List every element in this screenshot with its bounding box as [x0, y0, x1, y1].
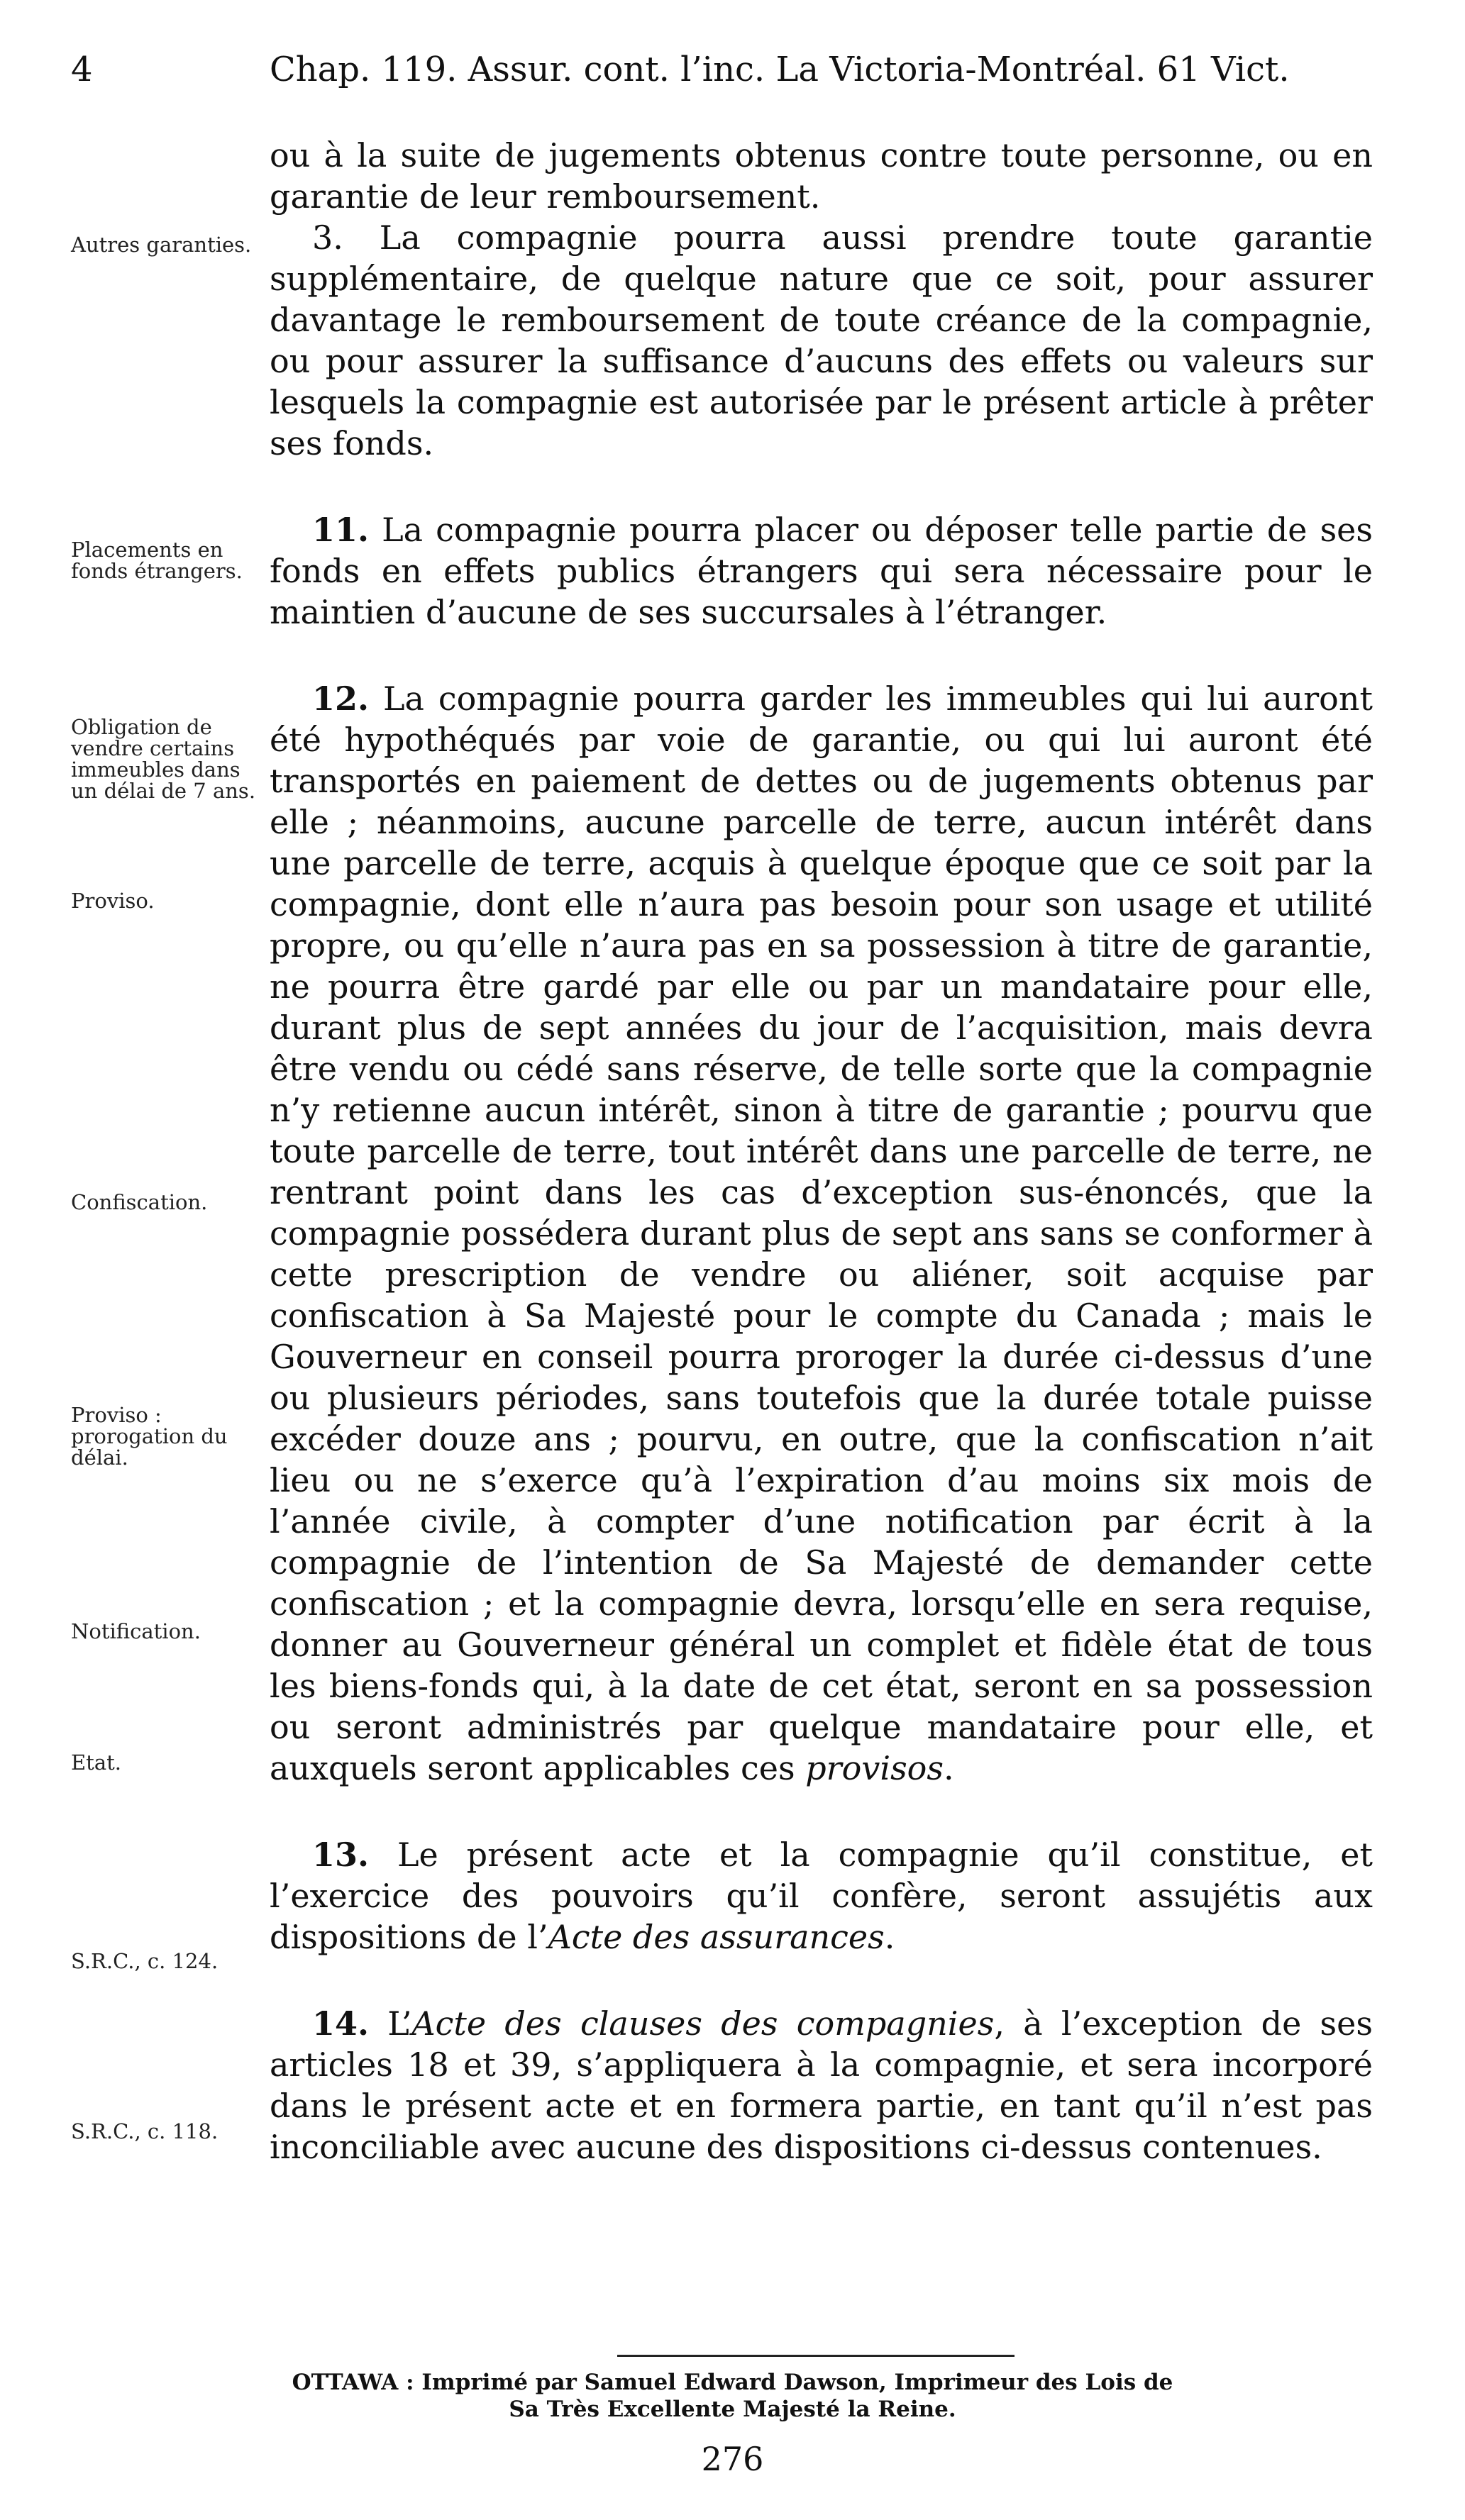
section-11-number: 11. — [312, 511, 370, 549]
section-13-end: . — [884, 1918, 895, 1956]
paragraph-continuation: ou à la suite de jugements obtenus contre toute personne, ou en garantie de leur remboursement. — [270, 136, 1373, 216]
section-13-italic: Acte des assurances — [548, 1918, 885, 1956]
imprint — [213, 2369, 1252, 2423]
section-12-end: . — [943, 1749, 954, 1787]
section-11 — [270, 509, 1373, 633]
section-13-number: 13. — [312, 1836, 370, 1874]
imprint-line-1: OTTAWA : Imprimé par Samuel Edward Dawson, Imprimeur des Lois de — [292, 2370, 1173, 2395]
margin-note-proviso-prorogation: Proviso : prorogation du délai. — [71, 1403, 228, 1470]
section-14-italic: Acte des clauses des compagnies — [411, 2004, 995, 2043]
section-12-italic: provisos — [805, 1749, 944, 1787]
section-12-text: La compagnie pourra garder les immeubles qui lui auront été hypothéqués par voie de garantie, ou qui lui auront été transportés en paiement de dettes ou de jugements obtenus par elle ; néanmoins, aucune parcelle de terre, aucun intérêt dans une parcelle de terre, acquis à quelque époque que ce soit par la compagnie, dont elle n’aura pas besoin pour son usage et utilité propre, ou qu’elle n’aura pas en sa possession à titre de garantie, ne pourra être gardé par elle ou par un mandataire pour elle, durant plus de sept années du jour de l’acquisition, mais devra être vendu ou cédé sans réserve, de telle sorte que la compagnie n’y retienne aucun intérêt, sinon à titre de garantie ; pourvu que toute parcelle de terre, tout intérêt dans une parcelle de terre, ne rentrant point dans les cas d’exception sus-énoncés, que la compagnie possédera durant plus de sept ans sans se conformer à cette prescription de vendre ou aliéner, soit acquise par confiscation à Sa Majesté pour le compte du Canada ; mais le Gouverneur en conseil pourra proroger la durée ci-dessus d’une ou plusieurs périodes, sans toutefois que la durée totale puisse excéder douze ans ; pourvu, en outre, que la confiscation n’ait lieu ou ne s’exerce qu’à l’expiration d’au moins six mois de l’année civile, à compter d’une notification par écrit à la compagnie de l’intention de Sa Majesté de demander cette confiscation ; et la compagnie devra, lorsqu’elle en sera requise, donner au Gouverneur général un complet et fidèle état de tous les biens-fonds qui, à la date de cet état, seront en sa possession ou seront administrés par quelque mandataire pour elle, et auxquels seront applicables ces — [270, 679, 1373, 1787]
folio: 276 — [701, 2440, 764, 2478]
margin-note-src-118: S.R.C., c. 118. — [71, 2119, 219, 2143]
margin-note-etat: Etat. — [71, 1750, 121, 1775]
margin-note-notification: Notification. — [71, 1619, 201, 1643]
section-12 — [270, 678, 1373, 1789]
running-head: Chap. 119. Assur. cont. l’inc. La Victoria-Montréal. 61 Vict. — [270, 50, 1290, 89]
margin-note-proviso: Proviso. — [71, 889, 155, 913]
margin-note-placements: Placements en fonds étrangers. — [71, 538, 243, 583]
section-13 — [270, 1834, 1373, 1958]
margin-note-autres-garanties: Autres garanties. — [71, 233, 252, 257]
section-12-number: 12. — [312, 679, 370, 718]
page-header — [0, 50, 1465, 106]
imprint-line-2: Sa Très Excellente Majesté la Reine. — [509, 2397, 956, 2422]
margin-note-src-124: S.R.C., c. 124. — [71, 1949, 219, 1973]
footer-rule — [617, 2355, 1015, 2357]
section-13-text: Le présent acte et la compagnie qu’il constitue, et l’exercice des pouvoirs qu’il confère, seront assujétis aux dispositions de l’ — [270, 1836, 1373, 1956]
margin-note-obligation: Obligation de vendre certains immeubles dans un délai de 7 ans. — [71, 715, 256, 803]
section-14-number: 14. — [312, 2004, 370, 2043]
paragraph-3: 3. La compagnie pourra aussi prendre toute garantie supplémentaire, de quelque nature que ce soit, pour assurer davantage le remboursement de toute créance de la compagnie, ou pour assurer la suffisance d’aucuns des effets ou valeurs sur lesquels la compagnie est autorisée par le présent article à prêter ses fonds. — [270, 218, 1373, 462]
section-14-pre: L’ — [369, 2004, 412, 2043]
margin-note-confiscation: Confiscation. — [71, 1190, 208, 1214]
page-number: 4 — [71, 50, 93, 89]
section-14 — [270, 2003, 1373, 2167]
section-14-text: , à l’exception de ses articles 18 et 39, s’appliquera à la compagnie, et sera incorporé dans le présent acte et en formera partie, en tant qu’il n’est pas inconciliable avec aucune des dispositions ci-dessus contenues. — [270, 2004, 1373, 2166]
main-text — [270, 135, 1373, 2167]
section-11-text: La compagnie pourra placer ou déposer telle partie de ses fonds en effets publics étrangers qui sera nécessaire pour le maintien d’aucune de ses succursales à l’étranger. — [270, 511, 1373, 631]
